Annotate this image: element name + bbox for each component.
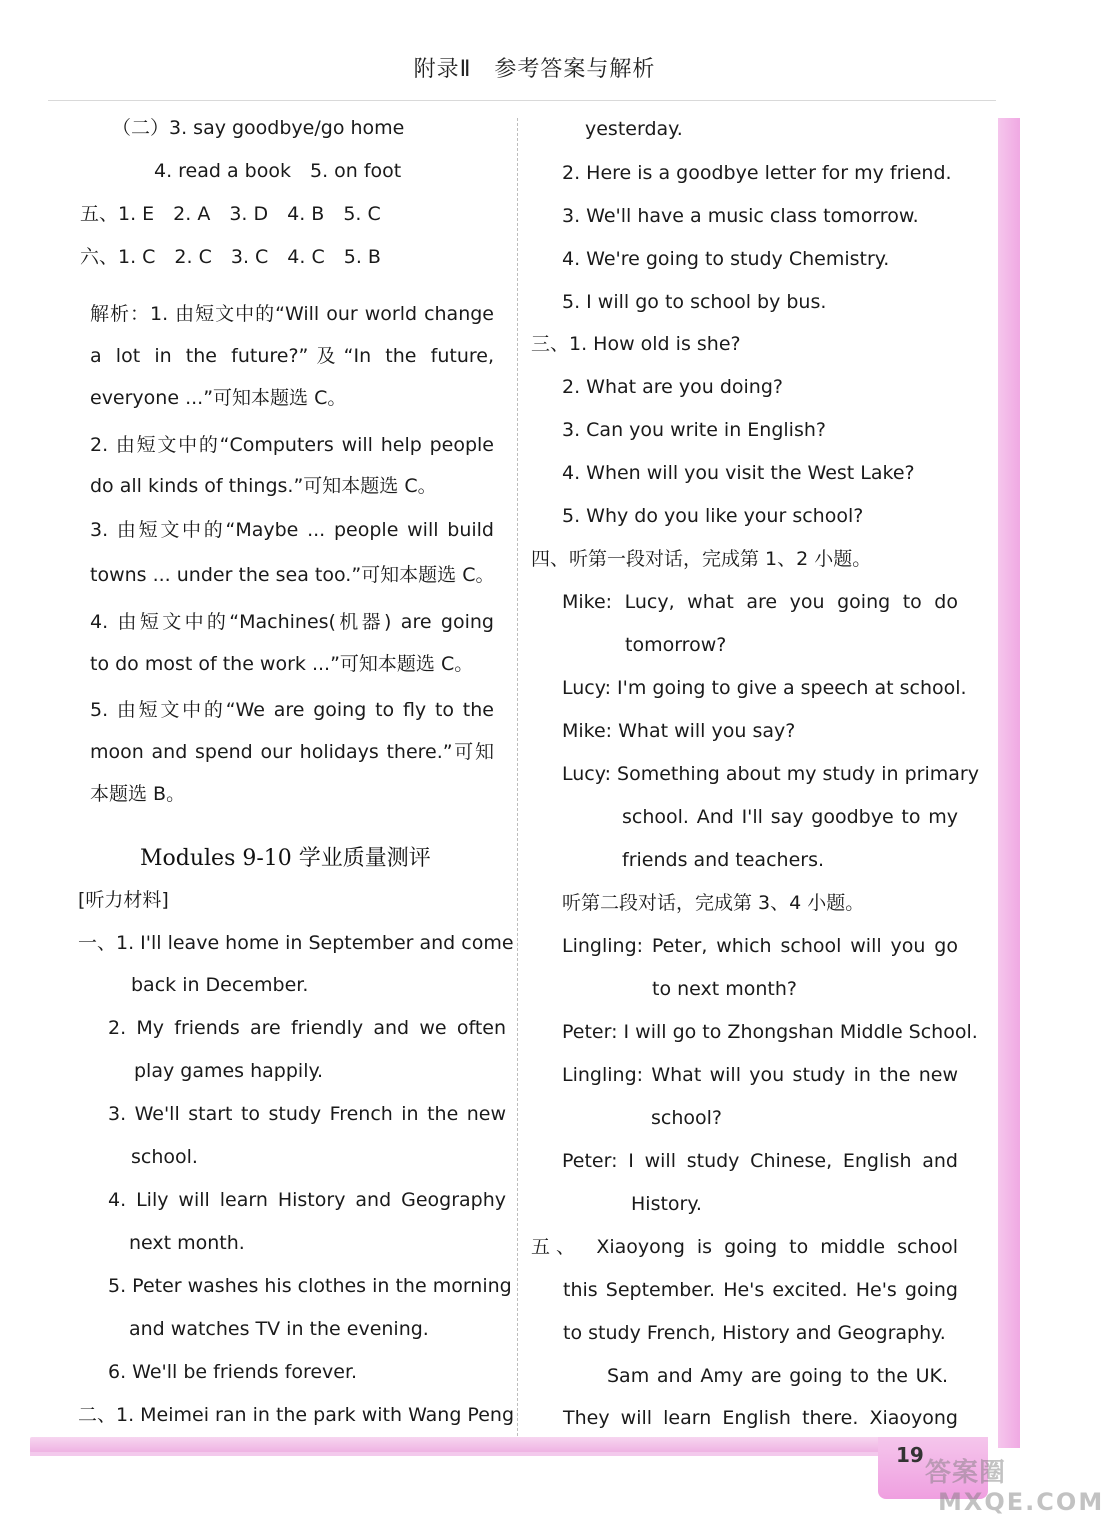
- right-line: Mike: What will you say?: [562, 720, 796, 742]
- left-line: 2. My friends are friendly and we often: [108, 1017, 506, 1039]
- right-line: 四、听第一段对话，完成第 1、2 小题。: [531, 548, 872, 570]
- left-line: back in December.: [131, 974, 309, 996]
- left-line: 五、1. E 2. A 3. D 4. B 5. C: [80, 203, 381, 225]
- section-title: Modules 9-10 学业质量测评: [140, 846, 431, 871]
- left-line: 本题选 B。: [90, 783, 186, 805]
- right-line: school. And I'll say goodbye to my: [622, 806, 958, 828]
- right-line: 五、 Xiaoyong is going to middle school: [531, 1236, 958, 1258]
- right-line: They will learn English there. Xiaoyong: [563, 1407, 958, 1429]
- left-line: everyone ...”可知本题选 C。: [90, 387, 347, 409]
- right-line: Lucy: I'm going to give a speech at school.: [562, 677, 967, 699]
- left-line: 3. We'll start to study French in the new: [108, 1103, 506, 1125]
- watermark-url: MXQE.COM: [938, 1488, 1104, 1516]
- right-line: 听第二段对话，完成第 3、4 小题。: [562, 892, 865, 914]
- left-line: moon and spend our holidays there.”可知: [90, 741, 494, 763]
- left-line: school.: [131, 1146, 198, 1168]
- right-line: to study French, History and Geography.: [563, 1322, 946, 1344]
- right-line: 5. I will go to school by bus.: [562, 291, 827, 313]
- footer-band-shadow: [30, 1452, 890, 1456]
- column-divider: [517, 118, 518, 1436]
- right-line: Lingling: Peter, which school will you go: [562, 935, 958, 957]
- page-number: 19: [896, 1443, 924, 1467]
- right-line: 4. We're going to study Chemistry.: [562, 248, 890, 270]
- right-line: Sam and Amy are going to the UK.: [607, 1365, 948, 1387]
- right-line: this September. He's excited. He's going: [563, 1279, 958, 1301]
- right-line: Mike: Lucy, what are you going to do: [562, 591, 958, 613]
- left-line: 一、1. I'll leave home in September and come: [78, 932, 514, 954]
- left-line: 二、1. Meimei ran in the park with Wang Peng: [78, 1404, 514, 1426]
- left-line: 5. 由短文中的“We are going to fly to the: [90, 699, 494, 721]
- page-edge-decoration: [998, 118, 1020, 1448]
- left-line: and watches TV in the evening.: [129, 1318, 429, 1340]
- right-line: 2. What are you doing?: [562, 376, 783, 398]
- left-line: do all kinds of things.”可知本题选 C。: [90, 475, 437, 497]
- left-line: 5. Peter washes his clothes in the morning: [108, 1275, 512, 1297]
- left-line: 六、1. C 2. C 3. C 4. C 5. B: [80, 246, 381, 268]
- right-line: 2. Here is a goodbye letter for my friend.: [562, 162, 952, 184]
- right-line: tomorrow?: [625, 634, 727, 656]
- footer-band: [30, 1437, 900, 1453]
- right-line: 4. When will you visit the West Lake?: [562, 462, 915, 484]
- right-line: 3. Can you write in English?: [562, 419, 826, 441]
- left-line: 4. read a book 5. on foot: [154, 160, 402, 182]
- right-line: yesterday.: [585, 118, 683, 140]
- page-header: 附录Ⅱ 参考答案与解析: [413, 57, 656, 82]
- header-divider: [48, 100, 996, 101]
- left-line: 4. 由短文中的“Machines(机器) are going: [90, 611, 494, 633]
- left-line: [听力材料]: [78, 889, 169, 911]
- left-line: 4. Lily will learn History and Geography: [108, 1189, 506, 1211]
- right-line: 3. We'll have a music class tomorrow.: [562, 205, 919, 227]
- left-line: play games happily.: [134, 1060, 324, 1082]
- left-line: towns ... under the sea too.”可知本题选 C。: [90, 564, 495, 586]
- right-line: Lucy: Something about my study in primary: [562, 763, 979, 785]
- right-line: History.: [631, 1193, 702, 1215]
- right-line: Peter: I will study Chinese, English and: [562, 1150, 958, 1172]
- left-line: next month.: [129, 1232, 245, 1254]
- right-line: 三、1. How old is she?: [531, 333, 741, 355]
- left-line: 2. 由短文中的“Computers will help people: [90, 434, 494, 456]
- right-line: 5. Why do you like your school?: [562, 505, 864, 527]
- left-line: 6. We'll be friends forever.: [108, 1361, 358, 1383]
- left-line: 3. 由短文中的“Maybe ... people will build: [90, 519, 494, 541]
- right-line: Lingling: What will you study in the new: [562, 1064, 958, 1086]
- left-line: to do most of the work ...”可知本题选 C。: [90, 653, 474, 675]
- right-line: Peter: I will go to Zhongshan Middle School.: [562, 1021, 978, 1043]
- left-line: a lot in the future?”及“In the future,: [90, 345, 494, 367]
- right-line: to next month?: [652, 978, 797, 1000]
- watermark-logo: 答案圈: [925, 1458, 1007, 1488]
- right-line: friends and teachers.: [622, 849, 825, 871]
- left-line: （二）3. say goodbye/go home: [112, 117, 405, 139]
- left-line: 解析：1. 由短文中的“Will our world change: [90, 303, 494, 325]
- right-line: school?: [651, 1107, 722, 1129]
